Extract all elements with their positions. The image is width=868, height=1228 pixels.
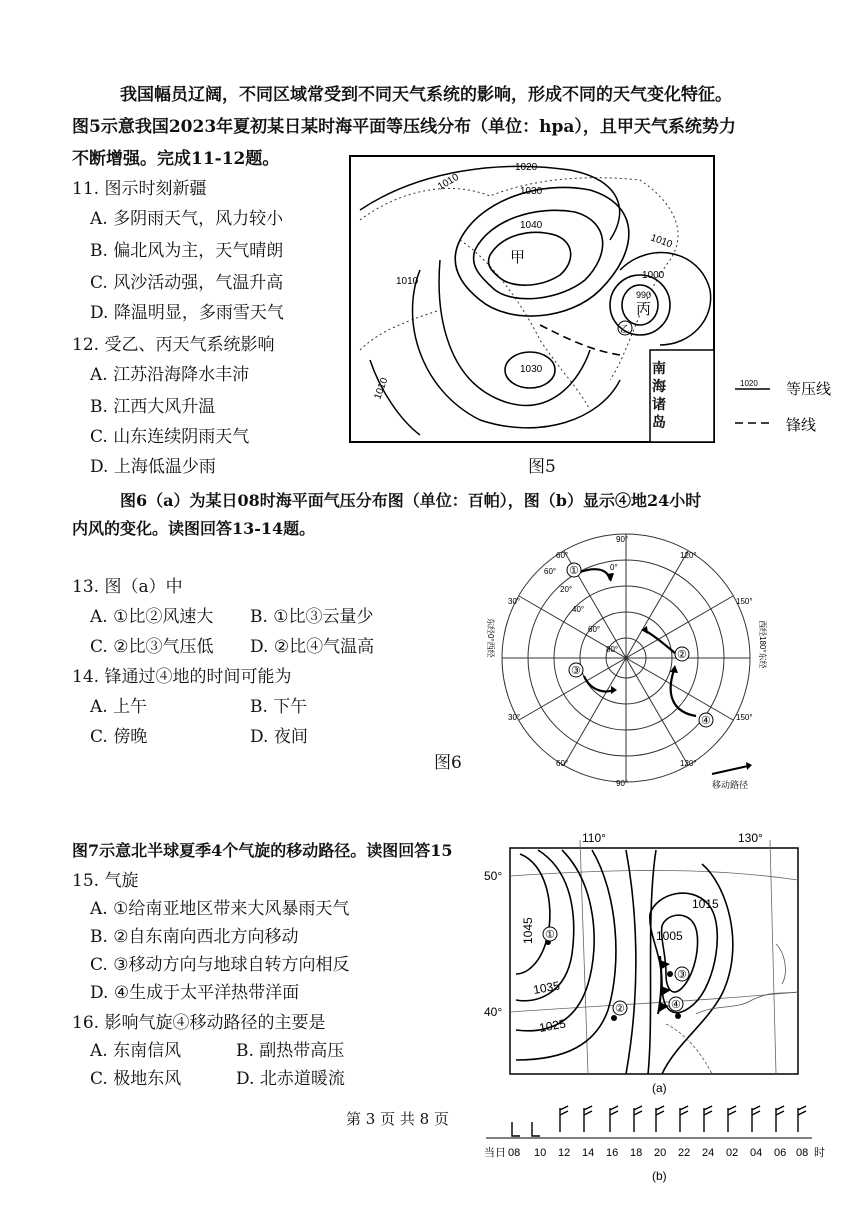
q14-option-d: D. 夜间	[250, 727, 308, 747]
fig7-time-24: 24	[702, 1147, 715, 1159]
fig7-isobar-1025: 1025	[538, 1016, 567, 1035]
fig7-time-10: 10	[534, 1147, 547, 1159]
fig7-time-06: 06	[774, 1147, 787, 1159]
fig5-label-1010c: 1010	[396, 276, 419, 287]
fig7-sub-b: (b)	[652, 1169, 667, 1183]
fig7-isobar-1035: 1035	[532, 978, 561, 997]
fig5-label-1030: 1030	[520, 186, 543, 197]
fig5-label-1000: 1000	[642, 270, 665, 281]
fig7-time-20: 20	[654, 1147, 667, 1159]
q15-option-d: D. ④生成于太平洋热带洋面	[90, 983, 300, 1003]
q12-stem: 12. 受乙、丙天气系统影响	[72, 335, 275, 355]
q14-option-c: C. 傍晚	[90, 727, 148, 747]
figure-6-polar-map	[480, 530, 780, 792]
intro6-line2: 内风的变化。读图回答13-14题。	[72, 519, 316, 538]
fig6-deg-top-90: 90°	[616, 535, 629, 544]
intro5-line2: 图5示意我国2023年夏初某日某时海平面等压线分布（单位：hpa），且甲天气系统势力	[72, 117, 736, 137]
figure-5-isobar-map	[340, 150, 840, 460]
q13-option-c: C. ②比③气压低	[90, 637, 214, 657]
fig6-lat-40: 40°	[572, 605, 585, 614]
fig7-lat-50: 50°	[484, 869, 503, 883]
fig7-time-08b: 08	[796, 1147, 809, 1159]
intro7-line1: 图7示意北半球夏季4个气旋的移动路径。读图回答15	[72, 841, 453, 860]
fig6-lat-60: 60°	[588, 625, 601, 634]
fig7-sub-a: (a)	[652, 1081, 667, 1095]
fig5-label-1030b: 1030	[520, 364, 543, 375]
q13-option-a: A. ①比②风速大	[90, 607, 214, 627]
fig7-time-12: 12	[558, 1147, 571, 1159]
fig5-label-1010d: 1010	[372, 376, 391, 402]
fig5-label-yi: 乙	[620, 324, 630, 334]
legend-isobar-label: 等压线	[786, 380, 832, 398]
fig7-time-prefix: 当日	[484, 1147, 506, 1159]
fig6-side-right: 西经180°东经	[758, 620, 767, 669]
figure-7-cyclone-map	[476, 824, 836, 1200]
q12-option-b: B. 江西大风升温	[90, 397, 216, 417]
fig7-lon-110: 110°	[582, 831, 606, 845]
fig6-marker-2: ②	[677, 649, 687, 661]
fig7-marker-2: ②	[615, 1003, 625, 1015]
fig6-deg-right-150: 150°	[736, 713, 753, 722]
fig7-marker-4: ④	[671, 999, 681, 1011]
q13-option-b: B. ①比③云量少	[250, 607, 374, 627]
intro6-line1: 图6（a）为某日08时海平面气压分布图（单位：百帕），图（b）显示④地24小时	[120, 491, 702, 510]
fig6-legend: 移动路径	[712, 780, 749, 790]
fig5-label-990: 990	[636, 290, 652, 300]
q11-option-b: B. 偏北风为主，天气晴朗	[90, 241, 284, 261]
fig5-label-1040: 1040	[520, 220, 543, 231]
fig6-lat-0: 0°	[610, 563, 618, 572]
fig5-label-1020: 1020	[515, 162, 538, 173]
q13-option-d: D. ②比④气温高	[250, 637, 375, 657]
fig7-isobar-1005: 1005	[656, 929, 683, 943]
fig7-time-suffix: 时	[814, 1147, 825, 1159]
q11-option-c: C. 风沙活动强，气温升高	[90, 273, 284, 293]
fig7-marker-3: ③	[677, 969, 687, 981]
fig6-deg-left-30b: 30°	[508, 713, 521, 722]
fig5-label-1010a: 1010	[436, 171, 461, 193]
fig7-time-14: 14	[582, 1147, 595, 1159]
fig6-marker-1: ①	[569, 565, 579, 577]
q15-stem: 15. 气旋	[72, 871, 139, 891]
fig6-marker-3: ③	[571, 665, 581, 677]
q13-stem: 13. 图（a）中	[72, 577, 183, 597]
q16-option-a: A. 东南信风	[90, 1041, 182, 1061]
fig7-lat-40: 40°	[484, 1005, 503, 1019]
fig6-side-left: 东经0°西经	[486, 618, 495, 658]
fig6-deg-left-30: 30°	[508, 597, 521, 606]
fig5-label-1010b: 1010	[648, 232, 674, 251]
q11-option-d: D. 降温明显，多雨雪天气	[90, 303, 284, 323]
fig6-lat-80: 80°	[606, 645, 619, 654]
legend-isobar-sample: 1020	[740, 379, 758, 388]
q16-option-c: C. 极地东风	[90, 1069, 182, 1089]
intro5-line1: 我国幅员辽阔，不同区域常受到不同天气系统的影响，形成不同的天气变化特征。	[120, 85, 732, 105]
q16-stem: 16. 影响气旋④移动路径的主要是	[72, 1013, 326, 1033]
intro5-line3: 不断增强。完成11-12题。	[72, 149, 280, 169]
fig6-deg-right-120: 120°	[680, 759, 697, 768]
fig6-deg-top-150: 150°	[736, 597, 753, 606]
fig6-deg-top-120: 120°	[680, 551, 697, 560]
fig5-label-bing: 丙	[636, 301, 652, 318]
q15-option-b: B. ②自东南向西北方向移动	[90, 927, 299, 947]
fig5-caption: 图5	[528, 457, 556, 477]
page-footer: 第 3 页 共 8 页	[346, 1110, 449, 1128]
fig6-deg-bottom-90: 90°	[616, 779, 629, 788]
q16-option-d: D. 北赤道暖流	[236, 1069, 345, 1089]
fig6-lat-20: 20°	[560, 585, 573, 594]
fig7-time-04: 04	[750, 1147, 763, 1159]
q14-stem: 14. 锋通过④地的时间可能为	[72, 667, 292, 687]
fig5-inset-label: 南海诸岛	[652, 361, 666, 431]
legend-front-label: 锋线	[786, 416, 817, 434]
fig6-deg-top-60: 60°	[556, 551, 569, 560]
q16-option-b: B. 副热带高压	[236, 1041, 345, 1061]
q12-option-a: A. 江苏沿海降水丰沛	[90, 365, 250, 385]
q12-option-c: C. 山东连续阴雨天气	[90, 427, 250, 447]
fig7-time-18: 18	[630, 1147, 643, 1159]
fig7-lon-130: 130°	[738, 831, 763, 845]
q11-stem: 11. 图示时刻新疆	[72, 179, 207, 199]
fig6-deg-bottom-60: 60°	[556, 759, 569, 768]
fig6-caption: 图6	[434, 753, 462, 773]
fig6-deg-left-60: 60°	[544, 567, 557, 576]
fig7-time-16: 16	[606, 1147, 619, 1159]
q14-option-a: A. 上午	[90, 697, 148, 717]
fig7-time-02: 02	[726, 1147, 739, 1159]
fig7-isobar-1045: 1045	[521, 917, 535, 944]
fig7-time-08a: 08	[508, 1147, 521, 1159]
fig6-marker-4: ④	[701, 715, 711, 727]
fig5-label-jia: 甲	[510, 249, 526, 266]
q11-option-a: A. 多阴雨天气，风力较小	[90, 209, 284, 229]
q14-option-b: B. 下午	[250, 697, 308, 717]
fig7-marker-1: ①	[545, 929, 555, 941]
q15-option-c: C. ③移动方向与地球自转方向相反	[90, 955, 350, 975]
q12-option-d: D. 上海低温少雨	[90, 457, 216, 477]
fig7-isobar-1015: 1015	[692, 897, 719, 911]
q15-option-a: A. ①给南亚地区带来大风暴雨天气	[90, 899, 350, 919]
fig7-time-22: 22	[678, 1147, 691, 1159]
